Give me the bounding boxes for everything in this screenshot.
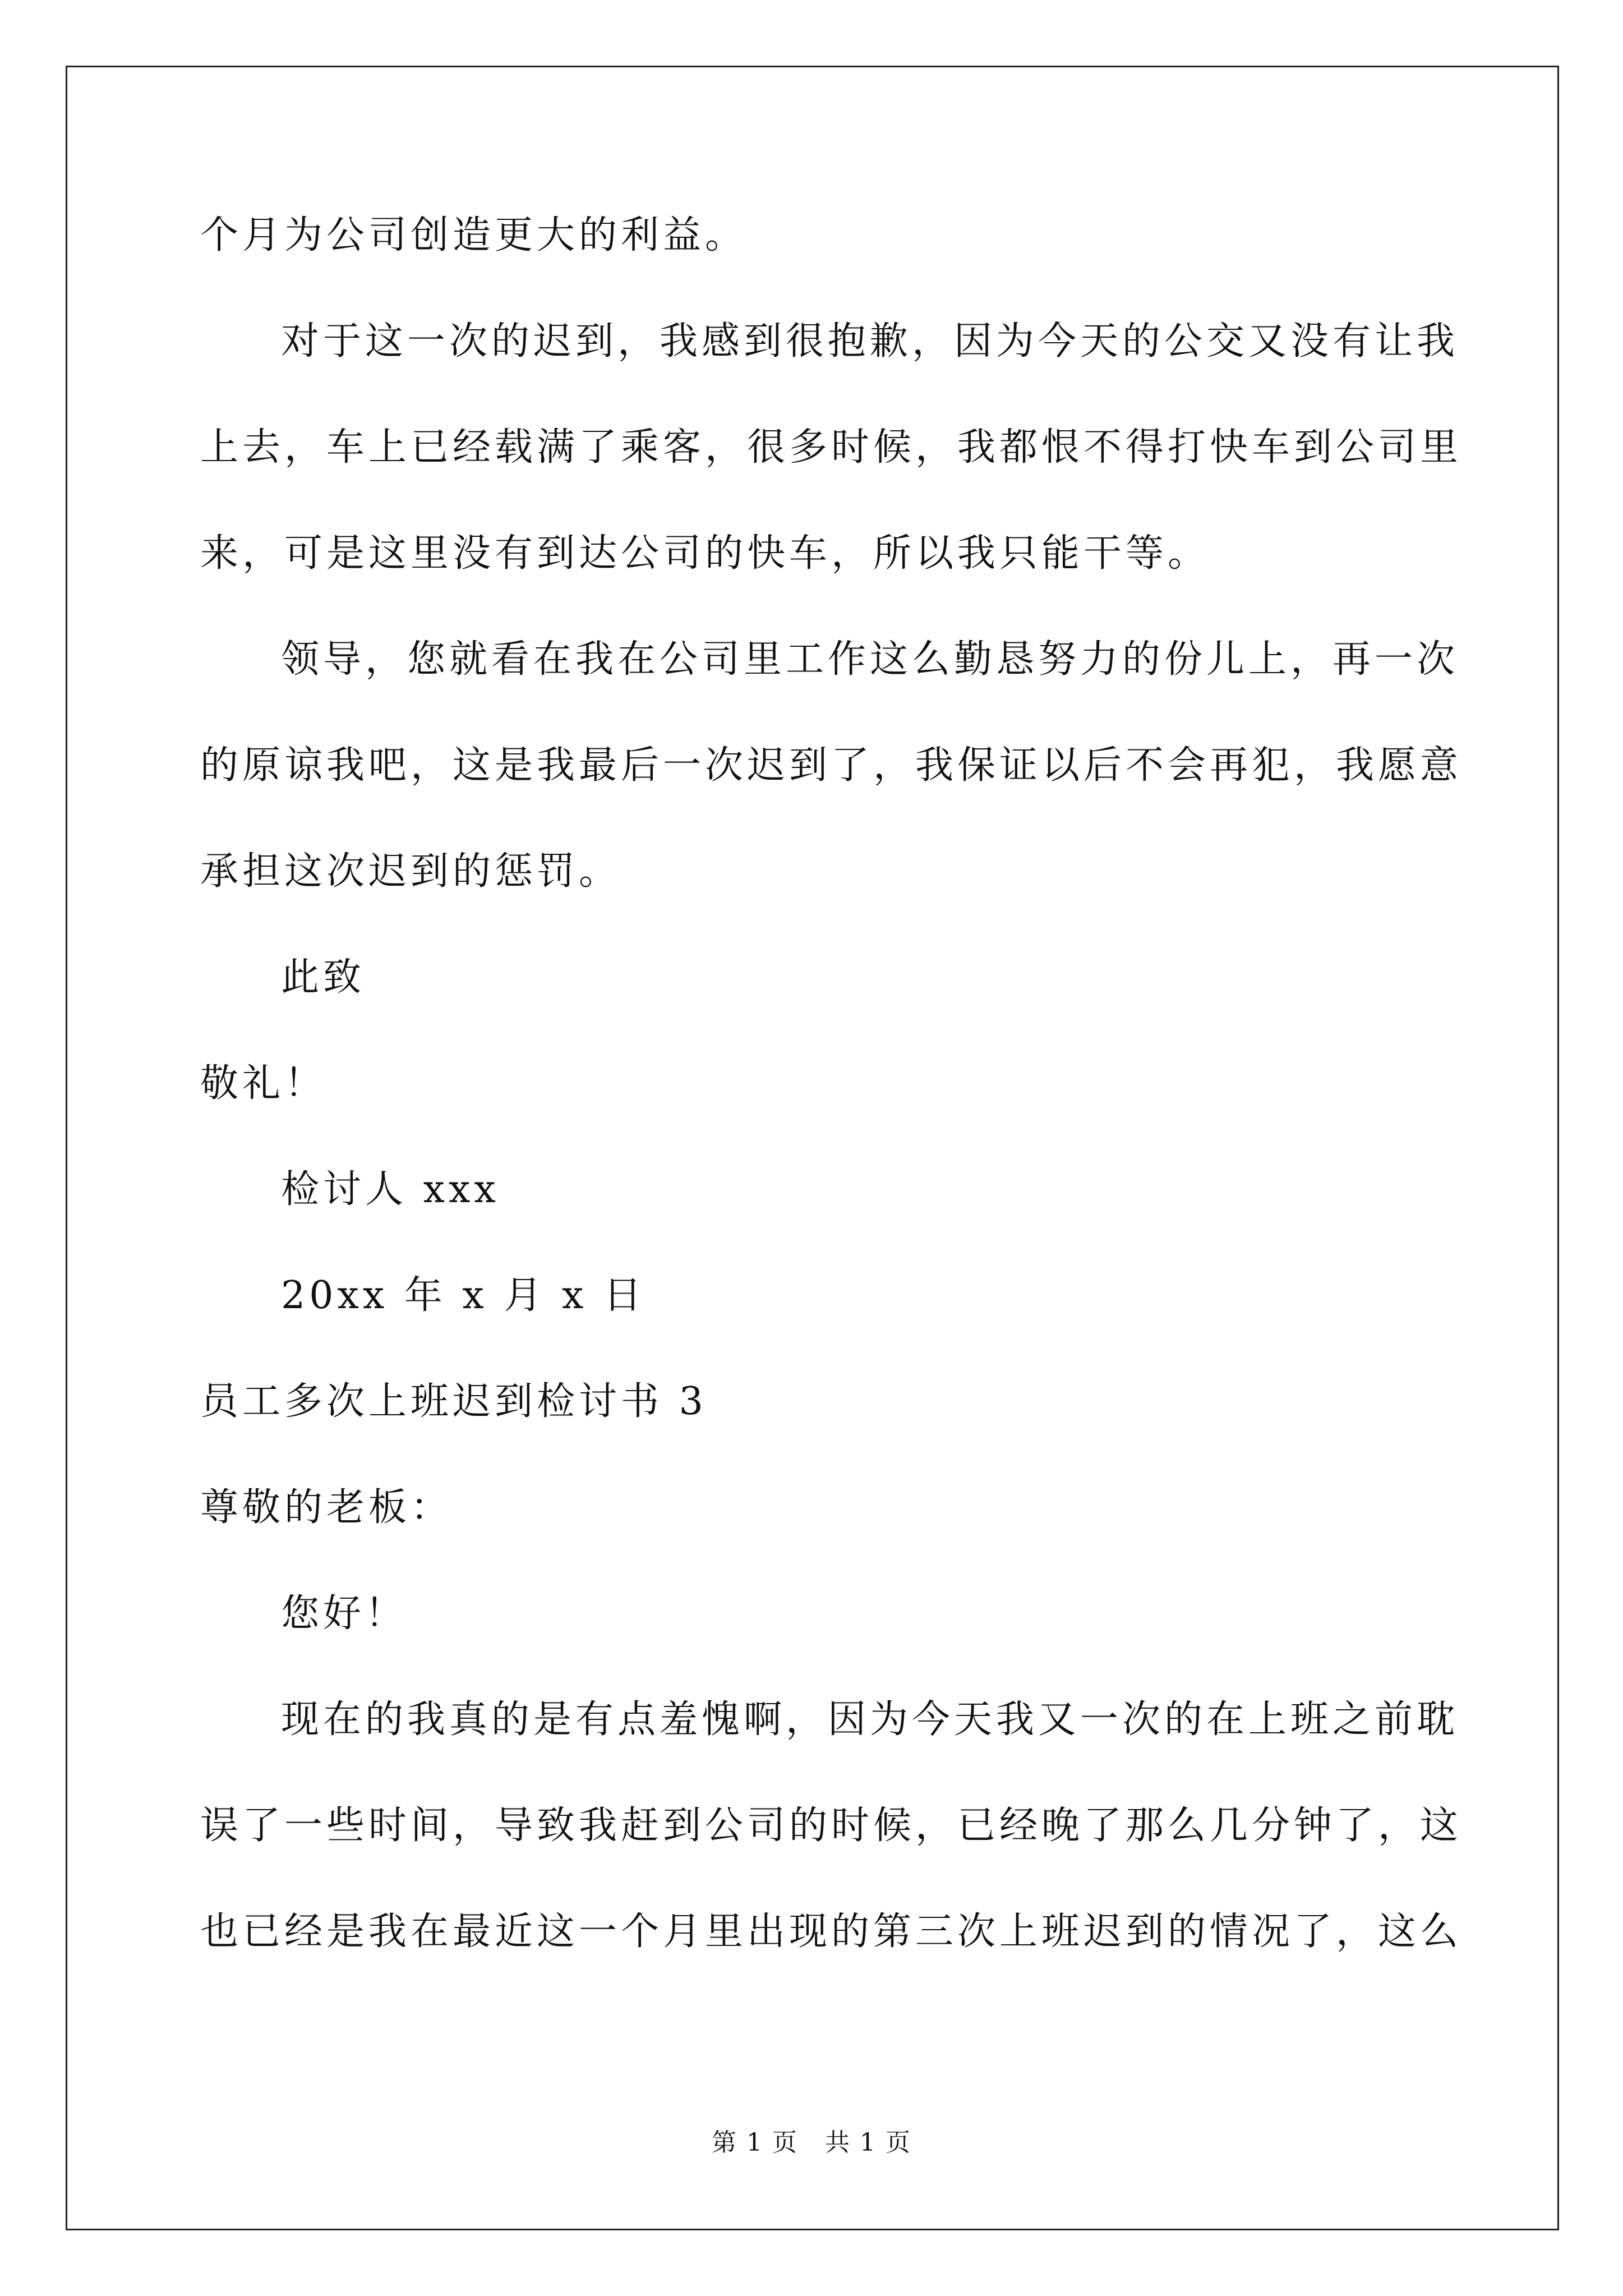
paragraph-line: 上去，车上已经载满了乘客，很多时候，我都恨不得打快车到公司里 [200,425,1463,470]
paragraph-line: 来，可是这里没有到达公司的快车，所以我只能干等。 [200,531,1210,576]
page-footer: 第 1 页 共 1 页 [712,2128,911,2157]
paragraph-line: 现在的我真的是有点羞愧啊，因为今天我又一次的在上班之前耽 [281,1697,1459,1742]
paragraph-line: 领导，您就看在我在公司里工作这么勤恳努力的份儿上，再一次 [281,637,1459,682]
page-border [66,66,1559,2230]
paragraph-line: 误了一些时间，导致我赶到公司的时候，已经晚了那么几分钟了，这 [200,1803,1463,1848]
signature-line: 检讨人 xxx [281,1167,500,1212]
date-line: 20xx 年 x 月 x 日 [281,1273,646,1318]
section-title: 员工多次上班迟到检讨书 3 [200,1379,707,1424]
paragraph-line: 的原谅我吧，这是我最后一次迟到了，我保证以后不会再犯，我愿意 [200,743,1463,788]
closing-regards: 敬礼！ [200,1061,327,1106]
closing-salutation: 此致 [281,955,366,1000]
greeting: 您好！ [281,1591,408,1636]
paragraph-line: 承担这次迟到的惩罚。 [200,849,621,894]
paragraph-line: 对于这一次的迟到，我感到很抱歉，因为今天的公交又没有让我 [281,319,1459,364]
paragraph-line: 个月为公司创造更大的利益。 [200,213,748,257]
paragraph-line: 也已经是我在最近这一个月里出现的第三次上班迟到的情况了，这么 [200,1910,1463,1954]
greeting-recipient: 尊敬的老板： [200,1485,453,1530]
